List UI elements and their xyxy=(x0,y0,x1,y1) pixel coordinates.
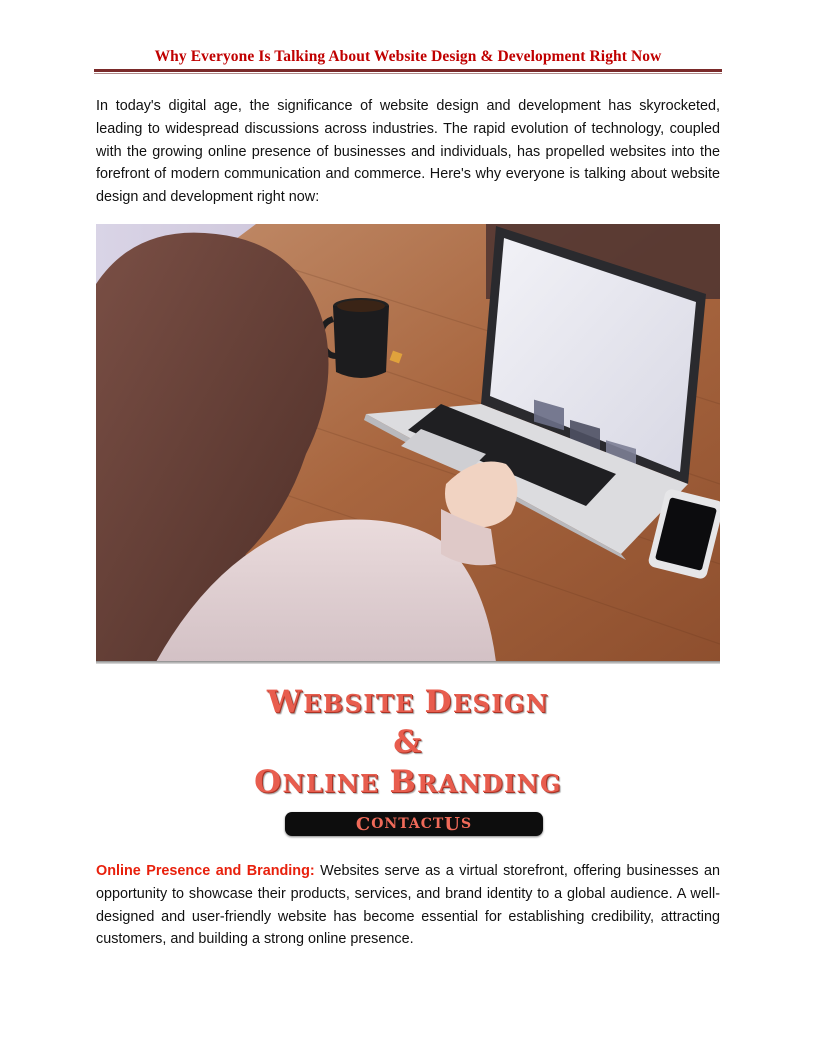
header-rule-thin xyxy=(94,73,722,74)
section-heading: Online Presence and Branding: xyxy=(96,863,315,879)
banner-ampersand: & xyxy=(393,724,423,760)
banner-line-website-design: WEBSITE DESIGN xyxy=(266,684,550,720)
banner-line-online-branding: ONLINE BRANDING xyxy=(254,764,562,800)
header-rule-thick xyxy=(94,69,722,72)
page-header-title: Why Everyone Is Talking About Website Design & Development Right Now xyxy=(154,48,662,65)
hero-photo xyxy=(96,224,720,662)
hero-photo-illustration xyxy=(96,224,720,662)
section-body: Websites serve as a virtual storefront, offering businesses an opportunity to showcase their products, services, and brand identity to a global audience. A well-designed and user-friendly website has become essential for establishing credibility, attracting customers, and building a strong online presence. xyxy=(96,863,720,948)
promo-banner[interactable] xyxy=(96,680,720,840)
intro-paragraph: In today's digital age, the significance of website design and development has skyrocketed, leading to widespread discussions across industries. The rapid evolution of technology, coupled with the growing online presence of businesses and individuals, has propelled websites into the forefront of modern communication and commerce. Here's why everyone is talking about website design and development right now: xyxy=(96,98,720,206)
photo-shadow xyxy=(96,661,720,664)
banner-line1-rest: EBSITE xyxy=(303,689,425,718)
section-online-presence xyxy=(96,860,720,951)
contact-us-button[interactable]: C ONTACT U S xyxy=(285,812,543,836)
